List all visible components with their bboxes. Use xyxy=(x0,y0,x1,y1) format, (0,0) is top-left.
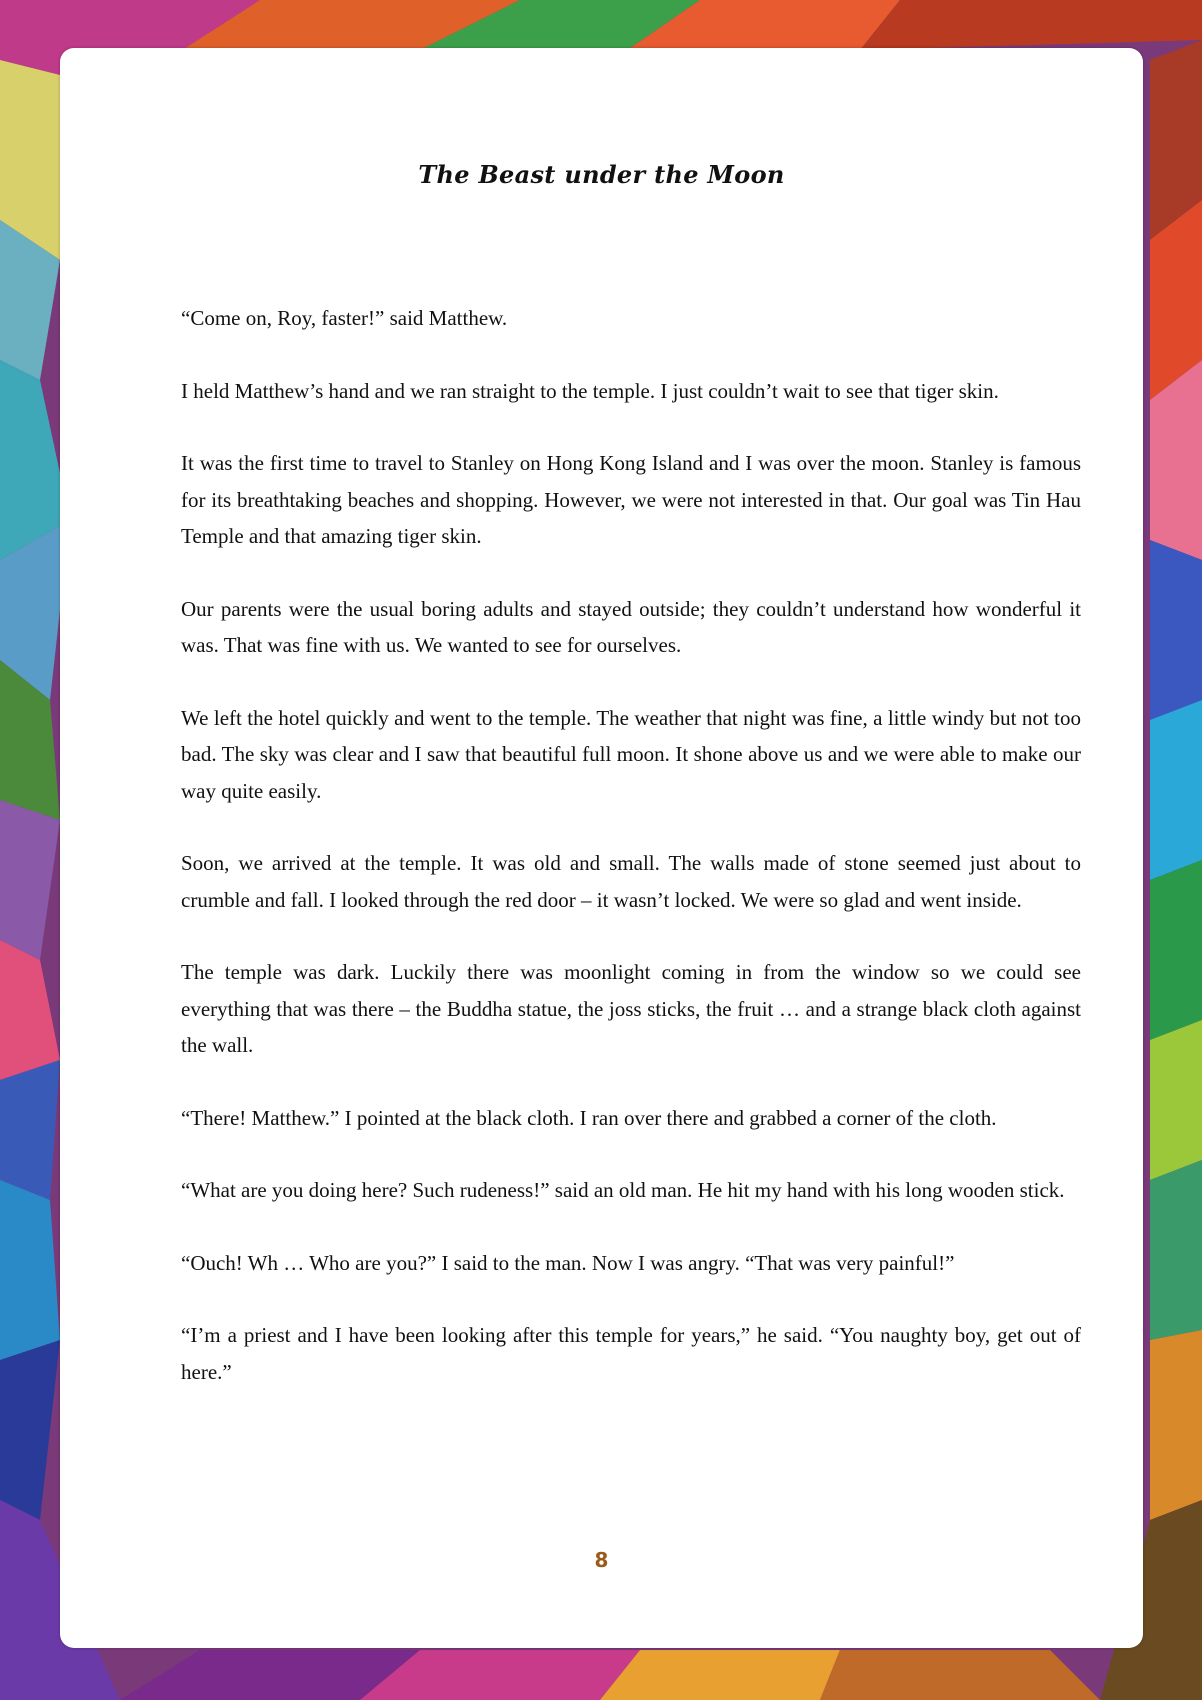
paragraph: The temple was dark. Luckily there was moonlight coming in from the window so we could see everything that was there – the Buddha statue, the joss sticks, the fruit … and a strange black cloth against the wall. xyxy=(181,960,1081,1057)
paragraph: “Ouch! Wh … Who are you?” I said to the man. Now I was angry. “That was very painful!” xyxy=(181,1250,955,1275)
story-body xyxy=(181,300,1081,1426)
story-title: The Beast under the Moon xyxy=(418,160,785,189)
paragraph: Our parents were the usual boring adults and stayed outside; they couldn’t understand how wonderful it was. That was fine with us. We wanted to see for ourselves. xyxy=(181,596,1081,657)
paragraph: “There! Matthew.” I pointed at the black cloth. I ran over there and grabbed a corner of the cloth. xyxy=(181,1105,997,1130)
page-panel xyxy=(60,48,1143,1648)
paragraph: It was the first time to travel to Stanley on Hong Kong Island and I was over the moon. Stanley is famous for its breathtaking beaches and shopping. However, we were not interested in that. Our goal was Tin Hau Temple and that amazing tiger skin. xyxy=(181,451,1081,548)
paragraph: Soon, we arrived at the temple. It was old and small. The walls made of stone seemed just about to crumble and fall. I looked through the red door – it wasn’t locked. We were so glad and went inside. xyxy=(181,851,1081,912)
page-number: 8 xyxy=(594,1548,609,1572)
paragraph: We left the hotel quickly and went to the temple. The weather that night was fine, a little windy but not too bad. The sky was clear and I saw that beautiful full moon. It shone above us and we were able to make our way quite easily. xyxy=(181,705,1081,803)
paragraph: “Come on, Roy, faster!” said Matthew. xyxy=(181,306,508,330)
paragraph: I held Matthew’s hand and we ran straight to the temple. I just couldn’t wait to see that tiger skin. xyxy=(181,378,999,403)
paragraph: “I’m a priest and I have been looking after this temple for years,” he said. “You naughty boy, get out of here.” xyxy=(181,1323,1081,1384)
paragraph: “What are you doing here? Such rudeness!” said an old man. He hit my hand with his long wooden stick. xyxy=(181,1178,1065,1202)
